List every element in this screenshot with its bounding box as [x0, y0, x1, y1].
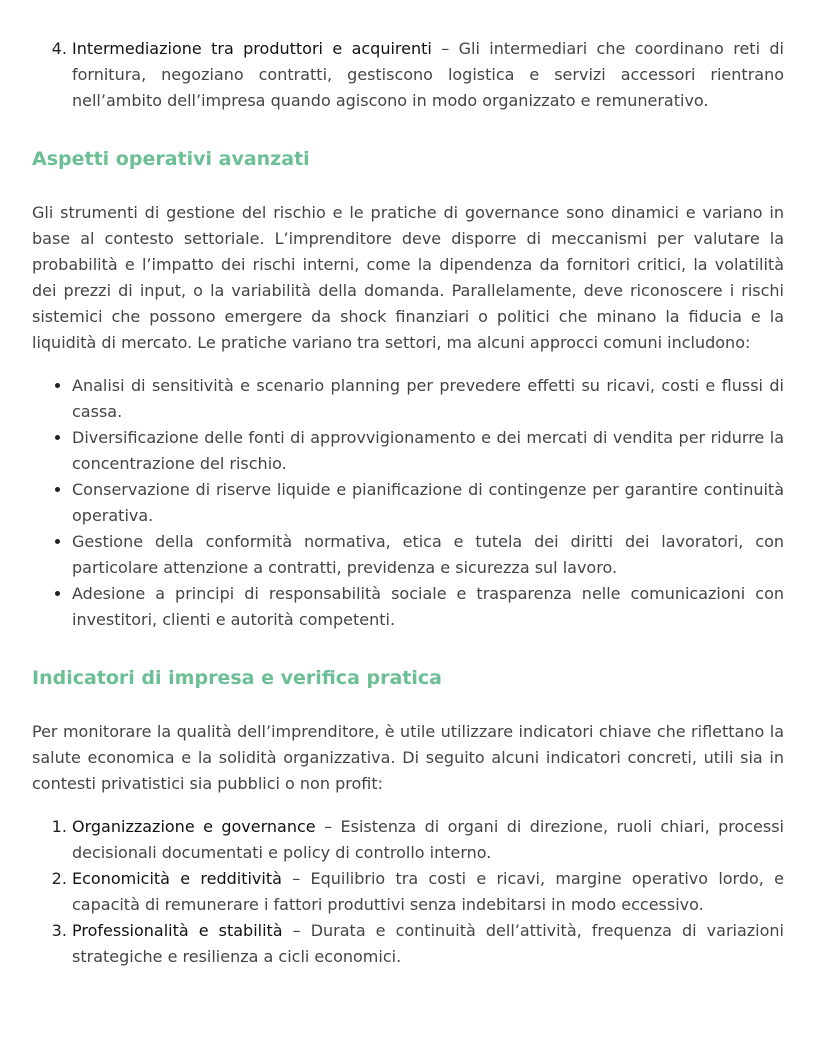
bullet-list-operativi: [32, 373, 784, 633]
list-item: [72, 36, 784, 114]
list-item: • Conservazione di riserve liquide e pianificazione di contingenze per garantire continuità operativa.: [72, 477, 784, 529]
list-item: • Diversificazione delle fonti di approvvigionamento e dei mercati di vendita per ridurre la concentrazione del rischio.: [72, 425, 784, 477]
list-item-text: – Gli intermediari che coordinano reti di fornitura, negoziano contratti, gestiscono logistica e servizi accessori rientrano nell’ambito dell’impresa quando agiscono in modo organizzato e remunerativo.: [72, 39, 784, 110]
list-item-term: Economicità e redditività: [72, 869, 282, 888]
section-heading-operativi: Aspetti operativi avanzati: [32, 148, 310, 170]
list-item: • Adesione a principi di responsabilità sociale e trasparenza nelle comunicazioni con investitori, clienti e autorità competenti.: [72, 581, 784, 633]
list-item: • Analisi di sensitività e scenario planning per prevedere effetti su ricavi, costi e flussi di cassa.: [72, 373, 784, 425]
list-item-text: – Durata e continuità dell’attività, frequenza di variazioni strategiche e resilienza a cicli economici.: [72, 921, 784, 966]
section-heading-indicatori: Indicatori di impresa e verifica pratica: [32, 667, 442, 689]
list-item-text: – Esistenza di organi di direzione, ruoli chiari, processi decisionali documentati e policy di controllo interno.: [72, 817, 785, 862]
numbered-list-top: [32, 36, 784, 114]
list-item-text: – Equilibrio tra costi e ricavi, margine operativo lordo, e capacità di remunerare i fattori produttivi senza indebitarsi in modo eccessivo.: [72, 869, 784, 914]
document-page: [32, 36, 784, 970]
numbered-list-indicatori: [32, 814, 784, 970]
list-item-term: Professionalità e stabilità: [72, 921, 283, 940]
paragraph-indicatori: Per monitorare la qualità dell’imprenditore, è utile utilizzare indicatori chiave che riflettano la salute economica e la solidità organizzativa. Di seguito alcuni indicatori concreti, utili sia in contesti privatistici sia pubblici o non profit:: [32, 722, 784, 793]
list-item-term: Intermediazione tra produttori e acquirenti: [72, 39, 432, 58]
list-item: [72, 814, 784, 866]
list-item: [72, 918, 784, 970]
list-item: • Gestione della conformità normativa, etica e tutela dei diritti dei lavoratori, con particolare attenzione a contratti, previdenza e sicurezza sul lavoro.: [72, 529, 784, 581]
paragraph-operativi: Gli strumenti di gestione del rischio e le pratiche di governance sono dinamici e variano in base al contesto settoriale. L’imprenditore deve disporre di meccanismi per valutare la probabilità e l’impatto dei rischi interni, come la dipendenza da fornitori critici, la volatilità dei prezzi di input, o la variabilità della domanda. Parallelamente, deve riconoscere i rischi sistemici che possono emergere da shock finanziari o politici che minano la fiducia e la liquidità di mercato. Le pratiche variano tra settori, ma alcuni approcci comuni includono:: [32, 203, 784, 352]
list-item: [72, 866, 784, 918]
list-item-term: Organizzazione e governance: [72, 817, 316, 836]
